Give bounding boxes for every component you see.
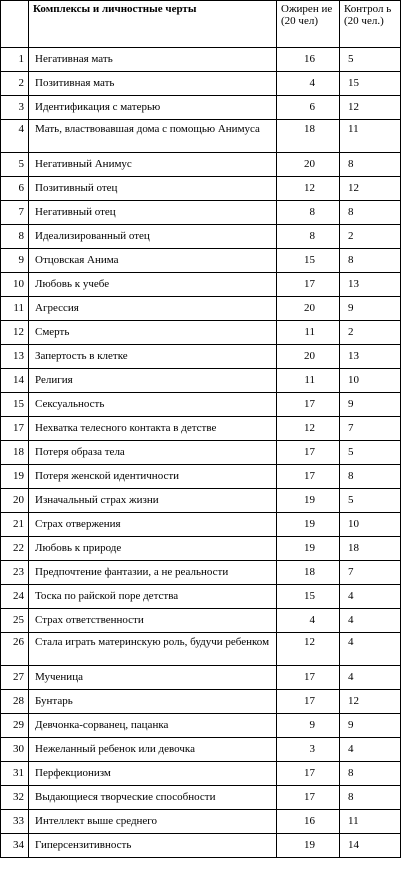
row-obesity: 17 (277, 393, 340, 417)
table-row (1, 441, 401, 465)
row-number: 20 (1, 489, 29, 513)
header-control: Контрол ь (20 чел.) (340, 1, 401, 48)
row-control: 14 (340, 834, 401, 858)
row-number: 23 (1, 561, 29, 585)
row-number: 12 (1, 321, 29, 345)
row-control: 4 (340, 633, 401, 666)
row-control: 11 (340, 120, 401, 153)
header-complexes: Комплексы и личностные черты (29, 1, 277, 48)
row-obesity: 12 (277, 177, 340, 201)
row-obesity: 18 (277, 120, 340, 153)
row-name: Бунтарь (29, 690, 277, 714)
row-obesity: 9 (277, 714, 340, 738)
table-row (1, 273, 401, 297)
row-name: Выдающиеся творческие способности (29, 786, 277, 810)
table-row (1, 786, 401, 810)
row-obesity: 12 (277, 633, 340, 666)
row-control: 11 (340, 810, 401, 834)
row-control: 12 (340, 177, 401, 201)
table-row (1, 537, 401, 561)
table-row (1, 810, 401, 834)
row-control: 5 (340, 489, 401, 513)
row-number: 13 (1, 345, 29, 369)
row-control: 8 (340, 249, 401, 273)
row-number: 10 (1, 273, 29, 297)
header-number (1, 1, 29, 48)
row-number: 8 (1, 225, 29, 249)
row-obesity: 6 (277, 96, 340, 120)
table-row (1, 834, 401, 858)
row-name: Мать, властвовавшая дома с помощью Анимуса (29, 120, 277, 153)
table-row (1, 225, 401, 249)
table-row (1, 345, 401, 369)
row-number: 33 (1, 810, 29, 834)
row-control: 4 (340, 585, 401, 609)
table-row (1, 48, 401, 72)
row-control: 13 (340, 345, 401, 369)
row-control: 7 (340, 417, 401, 441)
table-row (1, 297, 401, 321)
row-number: 30 (1, 738, 29, 762)
row-number: 2 (1, 72, 29, 96)
row-number: 19 (1, 465, 29, 489)
row-name: Нежеланный ребенок или девочка (29, 738, 277, 762)
row-name: Гиперсензитивность (29, 834, 277, 858)
row-number: 14 (1, 369, 29, 393)
row-number: 17 (1, 417, 29, 441)
row-name: Религия (29, 369, 277, 393)
row-control: 12 (340, 690, 401, 714)
row-obesity: 17 (277, 762, 340, 786)
row-obesity: 4 (277, 609, 340, 633)
row-number: 15 (1, 393, 29, 417)
row-number: 4 (1, 120, 29, 153)
row-control: 9 (340, 297, 401, 321)
row-name: Негативный отец (29, 201, 277, 225)
row-name: Сексуальность (29, 393, 277, 417)
row-obesity: 17 (277, 690, 340, 714)
row-name: Запертость в клетке (29, 345, 277, 369)
row-number: 31 (1, 762, 29, 786)
table-row (1, 561, 401, 585)
row-control: 8 (340, 786, 401, 810)
row-number: 9 (1, 249, 29, 273)
row-control: 8 (340, 465, 401, 489)
row-obesity: 19 (277, 513, 340, 537)
row-number: 11 (1, 297, 29, 321)
row-name: Стала играть материнскую роль, будучи ребенком (29, 633, 277, 666)
row-obesity: 18 (277, 561, 340, 585)
row-obesity: 19 (277, 834, 340, 858)
row-number: 29 (1, 714, 29, 738)
row-name: Перфекционизм (29, 762, 277, 786)
row-name: Агрессия (29, 297, 277, 321)
row-number: 21 (1, 513, 29, 537)
row-control: 9 (340, 393, 401, 417)
row-name: Отцовская Анима (29, 249, 277, 273)
row-name: Интеллект выше среднего (29, 810, 277, 834)
row-name: Мученица (29, 666, 277, 690)
row-control: 2 (340, 321, 401, 345)
row-control: 10 (340, 369, 401, 393)
table-row (1, 585, 401, 609)
row-obesity: 17 (277, 465, 340, 489)
row-control: 2 (340, 225, 401, 249)
row-control: 8 (340, 762, 401, 786)
row-number: 6 (1, 177, 29, 201)
row-name: Негативный Анимус (29, 153, 277, 177)
row-control: 7 (340, 561, 401, 585)
row-obesity: 15 (277, 585, 340, 609)
row-obesity: 3 (277, 738, 340, 762)
table-row (1, 249, 401, 273)
row-obesity: 19 (277, 489, 340, 513)
row-number: 27 (1, 666, 29, 690)
row-name: Негативная мать (29, 48, 277, 72)
row-name: Идентификация с матерью (29, 96, 277, 120)
row-name: Любовь к учебе (29, 273, 277, 297)
row-number: 25 (1, 609, 29, 633)
row-control: 4 (340, 609, 401, 633)
row-obesity: 16 (277, 810, 340, 834)
table-row (1, 201, 401, 225)
row-obesity: 11 (277, 321, 340, 345)
table-row (1, 72, 401, 96)
row-control: 4 (340, 738, 401, 762)
table-row (1, 666, 401, 690)
row-number: 5 (1, 153, 29, 177)
row-obesity: 8 (277, 201, 340, 225)
table-row (1, 633, 401, 666)
row-obesity: 4 (277, 72, 340, 96)
row-obesity: 12 (277, 417, 340, 441)
row-control: 9 (340, 714, 401, 738)
row-control: 10 (340, 513, 401, 537)
table-row (1, 417, 401, 441)
table-row (1, 762, 401, 786)
table-row (1, 738, 401, 762)
row-control: 12 (340, 96, 401, 120)
row-control: 15 (340, 72, 401, 96)
row-number: 34 (1, 834, 29, 858)
table-header (1, 1, 401, 48)
row-control: 18 (340, 537, 401, 561)
row-name: Девчонка-сорванец, пацанка (29, 714, 277, 738)
row-obesity: 16 (277, 48, 340, 72)
row-control: 8 (340, 153, 401, 177)
table-row (1, 489, 401, 513)
table-row (1, 96, 401, 120)
row-number: 24 (1, 585, 29, 609)
table-body (1, 48, 401, 858)
table-row (1, 369, 401, 393)
row-obesity: 15 (277, 249, 340, 273)
table-row (1, 321, 401, 345)
row-obesity: 17 (277, 273, 340, 297)
table-row (1, 609, 401, 633)
row-name: Изначальный страх жизни (29, 489, 277, 513)
row-number: 32 (1, 786, 29, 810)
row-name: Нехватка телесного контакта в детстве (29, 417, 277, 441)
row-obesity: 20 (277, 153, 340, 177)
row-name: Потеря образа тела (29, 441, 277, 465)
row-number: 7 (1, 201, 29, 225)
row-control: 8 (340, 201, 401, 225)
row-name: Позитивный отец (29, 177, 277, 201)
row-number: 1 (1, 48, 29, 72)
row-obesity: 20 (277, 345, 340, 369)
row-name: Идеализированный отец (29, 225, 277, 249)
row-number: 18 (1, 441, 29, 465)
header-obesity: Ожирен ие (20 чел) (277, 1, 340, 48)
row-obesity: 19 (277, 537, 340, 561)
row-number: 3 (1, 96, 29, 120)
table-row (1, 714, 401, 738)
row-name: Смерть (29, 321, 277, 345)
row-number: 26 (1, 633, 29, 666)
row-control: 5 (340, 48, 401, 72)
row-number: 28 (1, 690, 29, 714)
table-row (1, 153, 401, 177)
row-name: Страх отвержения (29, 513, 277, 537)
row-control: 13 (340, 273, 401, 297)
row-obesity: 11 (277, 369, 340, 393)
table-row (1, 513, 401, 537)
row-number: 22 (1, 537, 29, 561)
row-control: 4 (340, 666, 401, 690)
row-name: Любовь к природе (29, 537, 277, 561)
table-row (1, 120, 401, 153)
row-name: Тоска по райской поре детства (29, 585, 277, 609)
table-row (1, 393, 401, 417)
row-obesity: 20 (277, 297, 340, 321)
row-name: Позитивная мать (29, 72, 277, 96)
row-obesity: 17 (277, 441, 340, 465)
row-obesity: 8 (277, 225, 340, 249)
table-row (1, 690, 401, 714)
table-row (1, 465, 401, 489)
table-row (1, 177, 401, 201)
row-name: Потеря женской идентичности (29, 465, 277, 489)
row-obesity: 17 (277, 786, 340, 810)
row-obesity: 17 (277, 666, 340, 690)
header-row (1, 1, 401, 48)
row-name: Предпочтение фантазии, а не реальности (29, 561, 277, 585)
row-name: Страх ответственности (29, 609, 277, 633)
row-control: 5 (340, 441, 401, 465)
